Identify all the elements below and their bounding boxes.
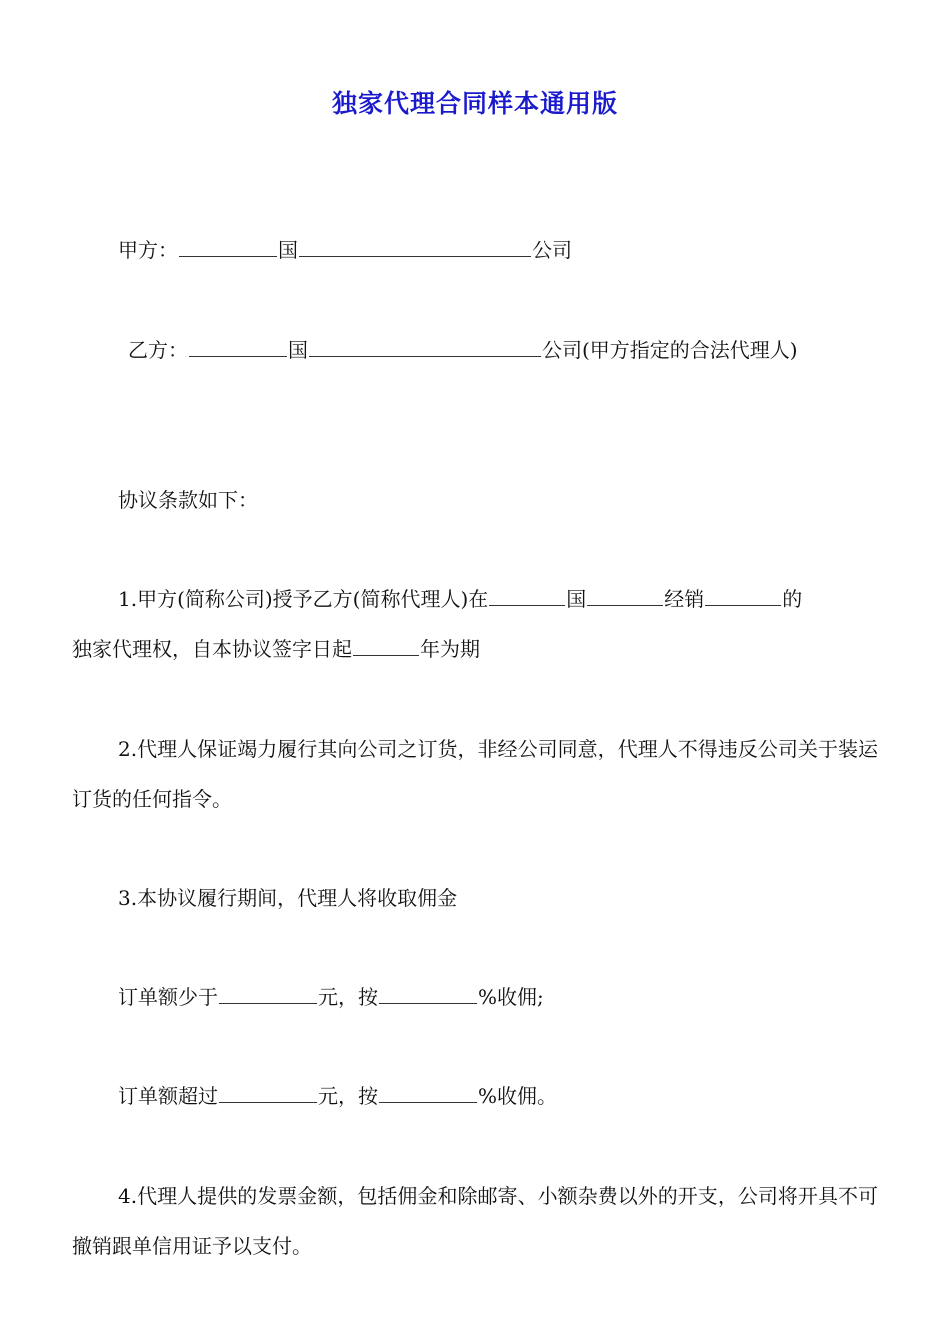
clause-1-part-4: 的: [782, 587, 803, 611]
clause-1-years-blank[interactable]: [353, 635, 419, 656]
clause-3-row-1-amount-blank[interactable]: [219, 983, 317, 1004]
party-b-company-suffix: 公司(甲方指定的合法代理人): [542, 338, 798, 362]
clause-3-row-1-prefix: 订单额少于: [118, 985, 218, 1009]
clause-2-text: 2.代理人保证竭力履行其向公司之订货，非经公司同意，代理人不得违反公司关于装运订货的任何指令。: [72, 737, 878, 811]
intro-text: 协议条款如下：: [118, 488, 258, 512]
party-a-line: [118, 225, 878, 275]
party-a-company-blank[interactable]: [299, 236, 531, 257]
clause-3-row-2-prefix: 订单额超过: [118, 1084, 218, 1108]
clause-3-row-2-rate-blank[interactable]: [379, 1082, 477, 1103]
clause-1-country-blank[interactable]: [489, 585, 565, 606]
clause-3-row-1-mid: 元，按: [318, 985, 378, 1009]
clause-3-row-2-suffix: %收佣。: [478, 1084, 558, 1108]
clause-3-row-2: [118, 1071, 878, 1121]
party-a-country-blank[interactable]: [179, 236, 277, 257]
party-a-company-suffix: 公司: [532, 238, 572, 262]
clause-4-text: 4.代理人提供的发票金额，包括佣金和除邮寄、小额杂费以外的开支，公司将开具不可撤销跟单信用证予以支付。: [72, 1184, 878, 1258]
clause-3-row-1: [118, 972, 878, 1022]
clause-1-part-1: 1.甲方(简称公司)授予乙方(简称代理人)在: [118, 587, 489, 611]
party-b-country-blank[interactable]: [189, 336, 287, 357]
clause-3-row-1-suffix: %收佣;: [478, 985, 544, 1009]
clause-1-part-3: 经销: [664, 587, 705, 611]
party-b-label: 乙方：: [128, 338, 188, 362]
clause-1-product-blank[interactable]: [705, 585, 781, 606]
clause-3-row-2-amount-blank[interactable]: [219, 1082, 317, 1103]
party-b-country-suffix: 国: [288, 338, 308, 362]
clause-3-row-1-rate-blank[interactable]: [379, 983, 477, 1004]
clause-1-part-5: 独家代理权，自本协议签字日起: [72, 637, 352, 661]
clause-1-line-1: [118, 574, 878, 624]
clause-1-part-2: 国: [566, 587, 587, 611]
clause-3-row-2-mid: 元，按: [318, 1084, 378, 1108]
party-a-label: 甲方：: [118, 238, 178, 262]
clause-1-line-2: [72, 624, 832, 674]
clause-1-part-6: 年为期: [420, 637, 480, 661]
document-title: 独家代理合同样本通用版: [331, 89, 618, 118]
clause-3-heading: 3.本协议履行期间，代理人将收取佣金: [118, 886, 458, 910]
party-a-country-suffix: 国: [278, 238, 298, 262]
party-b-company-blank[interactable]: [309, 336, 541, 357]
party-b-line: [128, 325, 888, 375]
clause-1-region-blank[interactable]: [587, 585, 663, 606]
